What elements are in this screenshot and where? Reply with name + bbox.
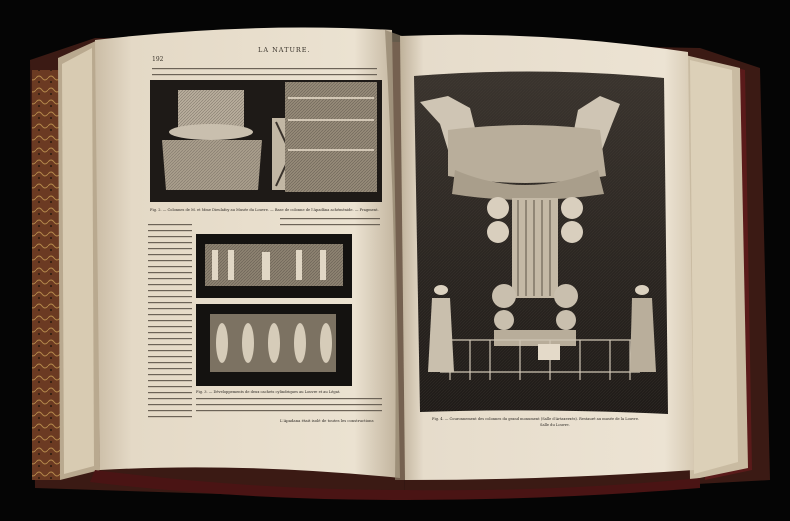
right-caption-line1: Fig. 4. — Couronnement des colonnes du grand monument (Salle d'Artaxerxès). Restauré au musée de la Louvre. <box>432 417 640 421</box>
left-fig2-caption: Fig. 3. — Développements de deux cachets cylindriques au Louvre et au Légat. <box>196 390 341 394</box>
left-text-column <box>148 222 192 420</box>
marbled-endpaper <box>32 70 60 480</box>
left-page-number: 192 <box>152 56 164 63</box>
right-text-column-top <box>280 214 380 228</box>
right-caption-line2: Salle du Louvre. <box>540 423 570 427</box>
placard <box>538 344 560 360</box>
left-bottom-text <box>196 398 382 412</box>
left-running-head: LA NATURE. <box>258 46 311 54</box>
left-page <box>95 28 400 478</box>
left-fig1-caption: Fig. 2. — Colonnes de M. et Mme Dieulafoy au Musée du Louvre. — Base de colonne de l'Apadâna achéménide. — Fragment. <box>150 208 379 212</box>
bull-capital-engraving <box>414 71 668 414</box>
left-top-text-block <box>152 64 377 78</box>
right-page <box>400 35 694 480</box>
left-figure-column-bases <box>150 80 382 202</box>
left-closing-line: L'Apadana était isolé de toutes les constructions <box>280 418 374 423</box>
left-figure-cylinder-seals <box>196 234 352 386</box>
fragment-engraving <box>272 82 377 192</box>
